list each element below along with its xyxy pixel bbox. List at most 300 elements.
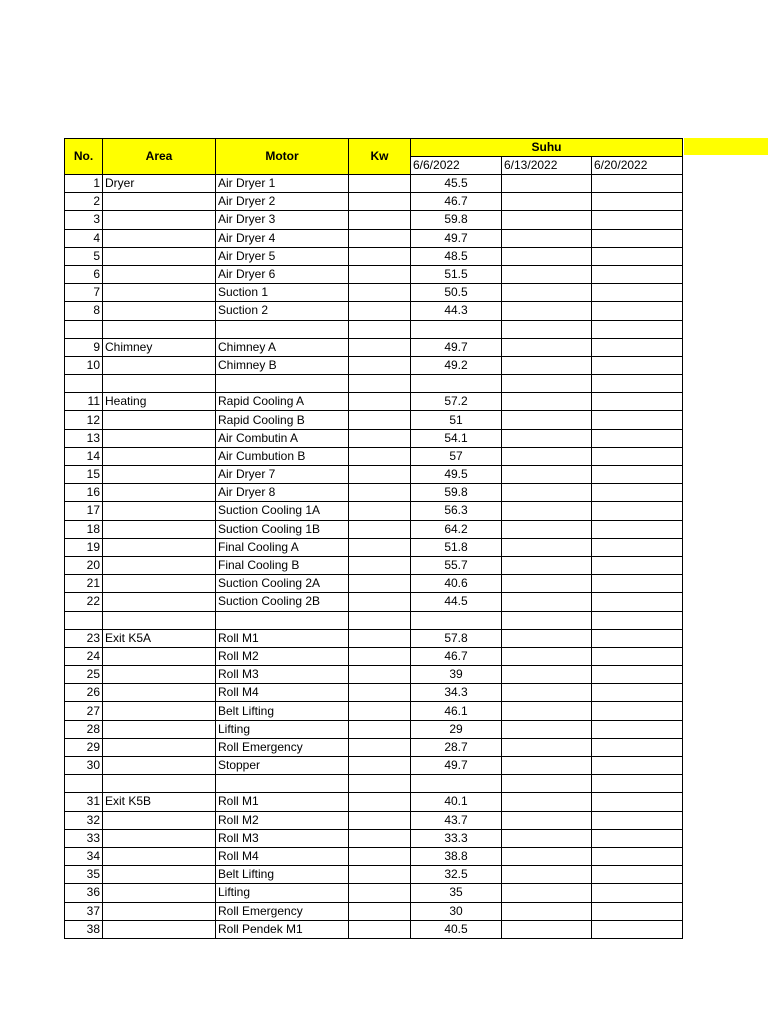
cell-temp-date-3[interactable] bbox=[592, 902, 683, 920]
cell-no[interactable]: 11 bbox=[65, 393, 103, 411]
cell-area[interactable] bbox=[103, 757, 216, 775]
cell-no[interactable]: 7 bbox=[65, 284, 103, 302]
cell-motor[interactable]: Roll Emergency bbox=[216, 902, 349, 920]
cell-temp-date-3[interactable] bbox=[592, 520, 683, 538]
cell-temp-date-3[interactable] bbox=[592, 466, 683, 484]
cell-temp-date-1[interactable] bbox=[411, 611, 502, 629]
cell-temp-date-2[interactable] bbox=[502, 847, 592, 865]
cell-temp-date-3[interactable] bbox=[592, 593, 683, 611]
cell-motor[interactable]: Lifting bbox=[216, 720, 349, 738]
cell-area[interactable]: Heating bbox=[103, 393, 216, 411]
cell-temp-date-3[interactable] bbox=[592, 811, 683, 829]
cell-motor[interactable]: Roll M1 bbox=[216, 793, 349, 811]
cell-temp-date-2[interactable] bbox=[502, 211, 592, 229]
cell-area[interactable] bbox=[103, 447, 216, 465]
cell-kw[interactable] bbox=[349, 629, 411, 647]
cell-kw[interactable] bbox=[349, 647, 411, 665]
cell-kw[interactable] bbox=[349, 666, 411, 684]
cell-motor[interactable]: Belt Lifting bbox=[216, 702, 349, 720]
cell-no[interactable]: 24 bbox=[65, 647, 103, 665]
cell-kw[interactable] bbox=[349, 556, 411, 574]
cell-temp-date-2[interactable] bbox=[502, 556, 592, 574]
cell-motor[interactable]: Air Dryer 1 bbox=[216, 175, 349, 193]
cell-temp-date-1[interactable]: 54.1 bbox=[411, 429, 502, 447]
cell-no[interactable]: 27 bbox=[65, 702, 103, 720]
cell-kw[interactable] bbox=[349, 393, 411, 411]
cell-motor[interactable]: Suction 1 bbox=[216, 284, 349, 302]
temperature-table bbox=[64, 138, 683, 939]
cell-motor[interactable]: Air Dryer 8 bbox=[216, 484, 349, 502]
cell-motor[interactable]: Belt Lifting bbox=[216, 866, 349, 884]
cell-temp-date-3[interactable] bbox=[592, 211, 683, 229]
cell-motor[interactable]: Air Combutin A bbox=[216, 429, 349, 447]
cell-area[interactable] bbox=[103, 684, 216, 702]
cell-area[interactable] bbox=[103, 720, 216, 738]
cell-temp-date-1[interactable]: 44.3 bbox=[411, 302, 502, 320]
cell-kw[interactable] bbox=[349, 320, 411, 338]
cell-temp-date-3[interactable] bbox=[592, 647, 683, 665]
cell-no[interactable]: 10 bbox=[65, 356, 103, 374]
cell-area[interactable] bbox=[103, 902, 216, 920]
table-row bbox=[65, 375, 683, 393]
cell-kw[interactable] bbox=[349, 684, 411, 702]
cell-motor[interactable]: Air Dryer 3 bbox=[216, 211, 349, 229]
cell-no[interactable]: 31 bbox=[65, 793, 103, 811]
cell-motor[interactable] bbox=[216, 375, 349, 393]
cell-temp-date-1[interactable]: 40.1 bbox=[411, 793, 502, 811]
cell-temp-date-1[interactable]: 49.2 bbox=[411, 356, 502, 374]
cell-temp-date-1[interactable]: 43.7 bbox=[411, 811, 502, 829]
cell-temp-date-2[interactable] bbox=[502, 666, 592, 684]
cell-kw[interactable] bbox=[349, 229, 411, 247]
cell-no[interactable]: 23 bbox=[65, 629, 103, 647]
cell-kw[interactable] bbox=[349, 375, 411, 393]
cell-motor[interactable]: Roll M3 bbox=[216, 666, 349, 684]
cell-area[interactable] bbox=[103, 429, 216, 447]
cell-temp-date-2[interactable] bbox=[502, 538, 592, 556]
cell-temp-date-1[interactable]: 49.7 bbox=[411, 229, 502, 247]
cell-temp-date-1[interactable]: 40.6 bbox=[411, 575, 502, 593]
cell-motor[interactable]: Rapid Cooling A bbox=[216, 393, 349, 411]
cell-motor[interactable]: Chimney B bbox=[216, 356, 349, 374]
cell-temp-date-3[interactable] bbox=[592, 338, 683, 356]
cell-temp-date-2[interactable] bbox=[502, 247, 592, 265]
cell-kw[interactable] bbox=[349, 775, 411, 793]
cell-area[interactable] bbox=[103, 265, 216, 283]
cell-no[interactable]: 13 bbox=[65, 429, 103, 447]
cell-temp-date-1[interactable]: 32.5 bbox=[411, 866, 502, 884]
cell-no[interactable]: 3 bbox=[65, 211, 103, 229]
cell-temp-date-2[interactable] bbox=[502, 757, 592, 775]
cell-temp-date-1[interactable]: 49.7 bbox=[411, 338, 502, 356]
cell-temp-date-1[interactable]: 28.7 bbox=[411, 738, 502, 756]
cell-temp-date-2[interactable] bbox=[502, 611, 592, 629]
cell-temp-date-3[interactable] bbox=[592, 247, 683, 265]
cell-kw[interactable] bbox=[349, 302, 411, 320]
cell-motor[interactable]: Lifting bbox=[216, 884, 349, 902]
cell-area[interactable] bbox=[103, 502, 216, 520]
cell-motor[interactable]: Roll M1 bbox=[216, 629, 349, 647]
cell-temp-date-1[interactable]: 56.3 bbox=[411, 502, 502, 520]
cell-temp-date-3[interactable] bbox=[592, 757, 683, 775]
cell-temp-date-2[interactable] bbox=[502, 593, 592, 611]
cell-temp-date-1[interactable]: 59.8 bbox=[411, 484, 502, 502]
cell-area[interactable] bbox=[103, 484, 216, 502]
cell-temp-date-3[interactable] bbox=[592, 629, 683, 647]
cell-area[interactable]: Dryer bbox=[103, 175, 216, 193]
cell-area[interactable] bbox=[103, 702, 216, 720]
cell-temp-date-3[interactable] bbox=[592, 556, 683, 574]
cell-area[interactable] bbox=[103, 193, 216, 211]
cell-motor[interactable]: Roll M2 bbox=[216, 647, 349, 665]
cell-temp-date-2[interactable] bbox=[502, 920, 592, 938]
table-row bbox=[65, 829, 683, 847]
cell-temp-date-2[interactable] bbox=[502, 193, 592, 211]
cell-motor[interactable]: Air Dryer 7 bbox=[216, 466, 349, 484]
cell-motor[interactable]: Air Dryer 4 bbox=[216, 229, 349, 247]
cell-temp-date-3[interactable] bbox=[592, 502, 683, 520]
cell-motor[interactable]: Roll M2 bbox=[216, 811, 349, 829]
cell-no[interactable]: 21 bbox=[65, 575, 103, 593]
cell-no[interactable]: 1 bbox=[65, 175, 103, 193]
cell-temp-date-1[interactable]: 40.5 bbox=[411, 920, 502, 938]
cell-temp-date-2[interactable] bbox=[502, 375, 592, 393]
cell-motor[interactable]: Roll Pendek M1 bbox=[216, 920, 349, 938]
cell-temp-date-2[interactable] bbox=[502, 720, 592, 738]
cell-kw[interactable] bbox=[349, 411, 411, 429]
cell-temp-date-2[interactable] bbox=[502, 265, 592, 283]
cell-temp-date-2[interactable] bbox=[502, 429, 592, 447]
cell-temp-date-3[interactable] bbox=[592, 193, 683, 211]
cell-temp-date-2[interactable] bbox=[502, 902, 592, 920]
cell-no[interactable]: 20 bbox=[65, 556, 103, 574]
cell-kw[interactable] bbox=[349, 811, 411, 829]
cell-temp-date-1[interactable]: 57.2 bbox=[411, 393, 502, 411]
cell-temp-date-1[interactable]: 48.5 bbox=[411, 247, 502, 265]
cell-area[interactable] bbox=[103, 884, 216, 902]
cell-temp-date-1[interactable]: 29 bbox=[411, 720, 502, 738]
cell-area[interactable] bbox=[103, 466, 216, 484]
cell-motor[interactable]: Stopper bbox=[216, 757, 349, 775]
cell-no[interactable]: 16 bbox=[65, 484, 103, 502]
cell-motor[interactable]: Roll M4 bbox=[216, 847, 349, 865]
cell-temp-date-2[interactable] bbox=[502, 338, 592, 356]
cell-no[interactable]: 26 bbox=[65, 684, 103, 702]
cell-temp-date-2[interactable] bbox=[502, 447, 592, 465]
cell-temp-date-3[interactable] bbox=[592, 611, 683, 629]
cell-temp-date-1[interactable]: 50.5 bbox=[411, 284, 502, 302]
cell-kw[interactable] bbox=[349, 847, 411, 865]
cell-area[interactable] bbox=[103, 302, 216, 320]
cell-temp-date-1[interactable]: 38.8 bbox=[411, 847, 502, 865]
cell-temp-date-3[interactable] bbox=[592, 847, 683, 865]
table-row bbox=[65, 702, 683, 720]
cell-no[interactable]: 19 bbox=[65, 538, 103, 556]
cell-kw[interactable] bbox=[349, 757, 411, 775]
cell-temp-date-2[interactable] bbox=[502, 684, 592, 702]
cell-temp-date-1[interactable]: 51.8 bbox=[411, 538, 502, 556]
cell-temp-date-3[interactable] bbox=[592, 320, 683, 338]
cell-temp-date-2[interactable] bbox=[502, 302, 592, 320]
cell-temp-date-1[interactable]: 30 bbox=[411, 902, 502, 920]
cell-temp-date-1[interactable]: 57.8 bbox=[411, 629, 502, 647]
cell-temp-date-2[interactable] bbox=[502, 320, 592, 338]
cell-motor[interactable]: Suction Cooling 1B bbox=[216, 520, 349, 538]
cell-motor[interactable] bbox=[216, 611, 349, 629]
cell-temp-date-2[interactable] bbox=[502, 356, 592, 374]
cell-motor[interactable] bbox=[216, 775, 349, 793]
cell-temp-date-2[interactable] bbox=[502, 884, 592, 902]
cell-temp-date-3[interactable] bbox=[592, 429, 683, 447]
cell-motor[interactable]: Chimney A bbox=[216, 338, 349, 356]
cell-area[interactable] bbox=[103, 520, 216, 538]
cell-temp-date-3[interactable] bbox=[592, 356, 683, 374]
cell-kw[interactable] bbox=[349, 247, 411, 265]
cell-area[interactable] bbox=[103, 811, 216, 829]
cell-temp-date-3[interactable] bbox=[592, 484, 683, 502]
cell-no[interactable]: 30 bbox=[65, 757, 103, 775]
cell-temp-date-2[interactable] bbox=[502, 793, 592, 811]
cell-area[interactable] bbox=[103, 320, 216, 338]
cell-temp-date-2[interactable] bbox=[502, 829, 592, 847]
cell-motor[interactable]: Suction Cooling 1A bbox=[216, 502, 349, 520]
cell-temp-date-3[interactable] bbox=[592, 575, 683, 593]
cell-kw[interactable] bbox=[349, 902, 411, 920]
cell-motor[interactable]: Suction 2 bbox=[216, 302, 349, 320]
cell-temp-date-2[interactable] bbox=[502, 575, 592, 593]
cell-no[interactable] bbox=[65, 320, 103, 338]
cell-temp-date-2[interactable] bbox=[502, 484, 592, 502]
cell-area[interactable] bbox=[103, 647, 216, 665]
cell-kw[interactable] bbox=[349, 466, 411, 484]
cell-temp-date-3[interactable] bbox=[592, 375, 683, 393]
cell-motor[interactable]: Air Dryer 6 bbox=[216, 265, 349, 283]
cell-kw[interactable] bbox=[349, 265, 411, 283]
cell-area[interactable] bbox=[103, 538, 216, 556]
cell-temp-date-2[interactable] bbox=[502, 738, 592, 756]
cell-temp-date-3[interactable] bbox=[592, 284, 683, 302]
cell-temp-date-1[interactable] bbox=[411, 775, 502, 793]
cell-area[interactable]: Chimney bbox=[103, 338, 216, 356]
cell-temp-date-2[interactable] bbox=[502, 175, 592, 193]
cell-motor[interactable]: Suction Cooling 2B bbox=[216, 593, 349, 611]
cell-no[interactable]: 12 bbox=[65, 411, 103, 429]
cell-temp-date-1[interactable]: 59.8 bbox=[411, 211, 502, 229]
cell-kw[interactable] bbox=[349, 575, 411, 593]
cell-motor[interactable]: Air Dryer 2 bbox=[216, 193, 349, 211]
cell-temp-date-3[interactable] bbox=[592, 229, 683, 247]
cell-no[interactable]: 6 bbox=[65, 265, 103, 283]
cell-motor[interactable]: Roll M3 bbox=[216, 829, 349, 847]
cell-kw[interactable] bbox=[349, 738, 411, 756]
cell-kw[interactable] bbox=[349, 429, 411, 447]
cell-temp-date-2[interactable] bbox=[502, 866, 592, 884]
cell-temp-date-1[interactable]: 64.2 bbox=[411, 520, 502, 538]
cell-area[interactable] bbox=[103, 556, 216, 574]
cell-kw[interactable] bbox=[349, 520, 411, 538]
cell-no[interactable]: 37 bbox=[65, 902, 103, 920]
cell-area[interactable] bbox=[103, 375, 216, 393]
cell-kw[interactable] bbox=[349, 175, 411, 193]
cell-temp-date-1[interactable]: 49.7 bbox=[411, 757, 502, 775]
cell-no[interactable] bbox=[65, 775, 103, 793]
cell-area[interactable] bbox=[103, 575, 216, 593]
cell-kw[interactable] bbox=[349, 502, 411, 520]
cell-kw[interactable] bbox=[349, 702, 411, 720]
cell-no[interactable]: 17 bbox=[65, 502, 103, 520]
cell-kw[interactable] bbox=[349, 593, 411, 611]
cell-area[interactable] bbox=[103, 866, 216, 884]
cell-kw[interactable] bbox=[349, 920, 411, 938]
cell-no[interactable]: 29 bbox=[65, 738, 103, 756]
cell-area[interactable] bbox=[103, 593, 216, 611]
cell-temp-date-1[interactable]: 46.7 bbox=[411, 193, 502, 211]
cell-temp-date-2[interactable] bbox=[502, 393, 592, 411]
cell-motor[interactable]: Final Cooling B bbox=[216, 556, 349, 574]
cell-no[interactable]: 18 bbox=[65, 520, 103, 538]
cell-temp-date-3[interactable] bbox=[592, 684, 683, 702]
cell-temp-date-1[interactable]: 51.5 bbox=[411, 265, 502, 283]
cell-area[interactable] bbox=[103, 611, 216, 629]
cell-area[interactable] bbox=[103, 229, 216, 247]
cell-temp-date-1[interactable] bbox=[411, 375, 502, 393]
cell-temp-date-3[interactable] bbox=[592, 702, 683, 720]
cell-temp-date-1[interactable]: 49.5 bbox=[411, 466, 502, 484]
cell-motor[interactable]: Rapid Cooling B bbox=[216, 411, 349, 429]
cell-area[interactable] bbox=[103, 284, 216, 302]
cell-temp-date-1[interactable]: 57 bbox=[411, 447, 502, 465]
cell-kw[interactable] bbox=[349, 884, 411, 902]
cell-area[interactable] bbox=[103, 775, 216, 793]
cell-motor[interactable]: Roll M4 bbox=[216, 684, 349, 702]
cell-area[interactable] bbox=[103, 920, 216, 938]
cell-temp-date-1[interactable]: 44.5 bbox=[411, 593, 502, 611]
cell-motor[interactable]: Air Dryer 5 bbox=[216, 247, 349, 265]
cell-motor[interactable]: Air Cumbution B bbox=[216, 447, 349, 465]
cell-no[interactable]: 36 bbox=[65, 884, 103, 902]
cell-no[interactable]: 8 bbox=[65, 302, 103, 320]
cell-motor[interactable] bbox=[216, 320, 349, 338]
cell-area[interactable] bbox=[103, 211, 216, 229]
cell-area[interactable] bbox=[103, 738, 216, 756]
cell-area[interactable] bbox=[103, 356, 216, 374]
cell-kw[interactable] bbox=[349, 284, 411, 302]
cell-temp-date-3[interactable] bbox=[592, 302, 683, 320]
cell-temp-date-1[interactable]: 46.1 bbox=[411, 702, 502, 720]
cell-temp-date-3[interactable] bbox=[592, 775, 683, 793]
cell-no[interactable]: 28 bbox=[65, 720, 103, 738]
cell-no[interactable]: 9 bbox=[65, 338, 103, 356]
cell-no[interactable]: 34 bbox=[65, 847, 103, 865]
cell-temp-date-3[interactable] bbox=[592, 175, 683, 193]
cell-no[interactable]: 14 bbox=[65, 447, 103, 465]
cell-no[interactable]: 22 bbox=[65, 593, 103, 611]
cell-area[interactable] bbox=[103, 247, 216, 265]
cell-temp-date-1[interactable]: 46.7 bbox=[411, 647, 502, 665]
cell-no[interactable]: 38 bbox=[65, 920, 103, 938]
cell-temp-date-3[interactable] bbox=[592, 793, 683, 811]
cell-temp-date-2[interactable] bbox=[502, 466, 592, 484]
cell-kw[interactable] bbox=[349, 356, 411, 374]
cell-temp-date-3[interactable] bbox=[592, 411, 683, 429]
cell-kw[interactable] bbox=[349, 793, 411, 811]
cell-motor[interactable]: Final Cooling A bbox=[216, 538, 349, 556]
cell-temp-date-3[interactable] bbox=[592, 829, 683, 847]
cell-no[interactable]: 5 bbox=[65, 247, 103, 265]
cell-kw[interactable] bbox=[349, 866, 411, 884]
cell-area[interactable] bbox=[103, 847, 216, 865]
cell-no[interactable]: 4 bbox=[65, 229, 103, 247]
cell-temp-date-3[interactable] bbox=[592, 884, 683, 902]
cell-no[interactable]: 35 bbox=[65, 866, 103, 884]
cell-temp-date-3[interactable] bbox=[592, 538, 683, 556]
cell-temp-date-3[interactable] bbox=[592, 666, 683, 684]
cell-kw[interactable] bbox=[349, 447, 411, 465]
cell-temp-date-2[interactable] bbox=[502, 775, 592, 793]
cell-temp-date-2[interactable] bbox=[502, 811, 592, 829]
cell-kw[interactable] bbox=[349, 611, 411, 629]
cell-temp-date-1[interactable]: 55.7 bbox=[411, 556, 502, 574]
cell-temp-date-1[interactable]: 39 bbox=[411, 666, 502, 684]
cell-no[interactable]: 15 bbox=[65, 466, 103, 484]
table-body bbox=[65, 175, 683, 939]
cell-area[interactable] bbox=[103, 666, 216, 684]
cell-kw[interactable] bbox=[349, 211, 411, 229]
cell-area[interactable]: Exit K5A bbox=[103, 629, 216, 647]
cell-temp-date-3[interactable] bbox=[592, 447, 683, 465]
cell-temp-date-3[interactable] bbox=[592, 866, 683, 884]
cell-temp-date-3[interactable] bbox=[592, 738, 683, 756]
cell-kw[interactable] bbox=[349, 193, 411, 211]
cell-temp-date-1[interactable] bbox=[411, 320, 502, 338]
cell-temp-date-1[interactable]: 35 bbox=[411, 884, 502, 902]
cell-temp-date-2[interactable] bbox=[502, 629, 592, 647]
cell-no[interactable]: 33 bbox=[65, 829, 103, 847]
cell-kw[interactable] bbox=[349, 720, 411, 738]
cell-temp-date-3[interactable] bbox=[592, 265, 683, 283]
cell-temp-date-2[interactable] bbox=[502, 502, 592, 520]
cell-temp-date-2[interactable] bbox=[502, 229, 592, 247]
cell-motor[interactable]: Roll Emergency bbox=[216, 738, 349, 756]
cell-no[interactable] bbox=[65, 611, 103, 629]
cell-no[interactable]: 25 bbox=[65, 666, 103, 684]
cell-temp-date-2[interactable] bbox=[502, 411, 592, 429]
cell-no[interactable]: 32 bbox=[65, 811, 103, 829]
table-row bbox=[65, 393, 683, 411]
cell-temp-date-3[interactable] bbox=[592, 720, 683, 738]
cell-area[interactable] bbox=[103, 829, 216, 847]
cell-kw[interactable] bbox=[349, 829, 411, 847]
cell-kw[interactable] bbox=[349, 538, 411, 556]
cell-temp-date-2[interactable] bbox=[502, 284, 592, 302]
cell-area[interactable] bbox=[103, 411, 216, 429]
cell-temp-date-3[interactable] bbox=[592, 920, 683, 938]
cell-motor[interactable]: Suction Cooling 2A bbox=[216, 575, 349, 593]
cell-kw[interactable] bbox=[349, 338, 411, 356]
cell-temp-date-1[interactable]: 45.5 bbox=[411, 175, 502, 193]
cell-temp-date-3[interactable] bbox=[592, 393, 683, 411]
cell-temp-date-2[interactable] bbox=[502, 520, 592, 538]
cell-temp-date-2[interactable] bbox=[502, 647, 592, 665]
cell-area[interactable]: Exit K5B bbox=[103, 793, 216, 811]
cell-no[interactable]: 2 bbox=[65, 193, 103, 211]
cell-kw[interactable] bbox=[349, 484, 411, 502]
cell-no[interactable] bbox=[65, 375, 103, 393]
cell-temp-date-1[interactable]: 33.3 bbox=[411, 829, 502, 847]
cell-temp-date-2[interactable] bbox=[502, 702, 592, 720]
cell-temp-date-1[interactable]: 34.3 bbox=[411, 684, 502, 702]
cell-temp-date-1[interactable]: 51 bbox=[411, 411, 502, 429]
